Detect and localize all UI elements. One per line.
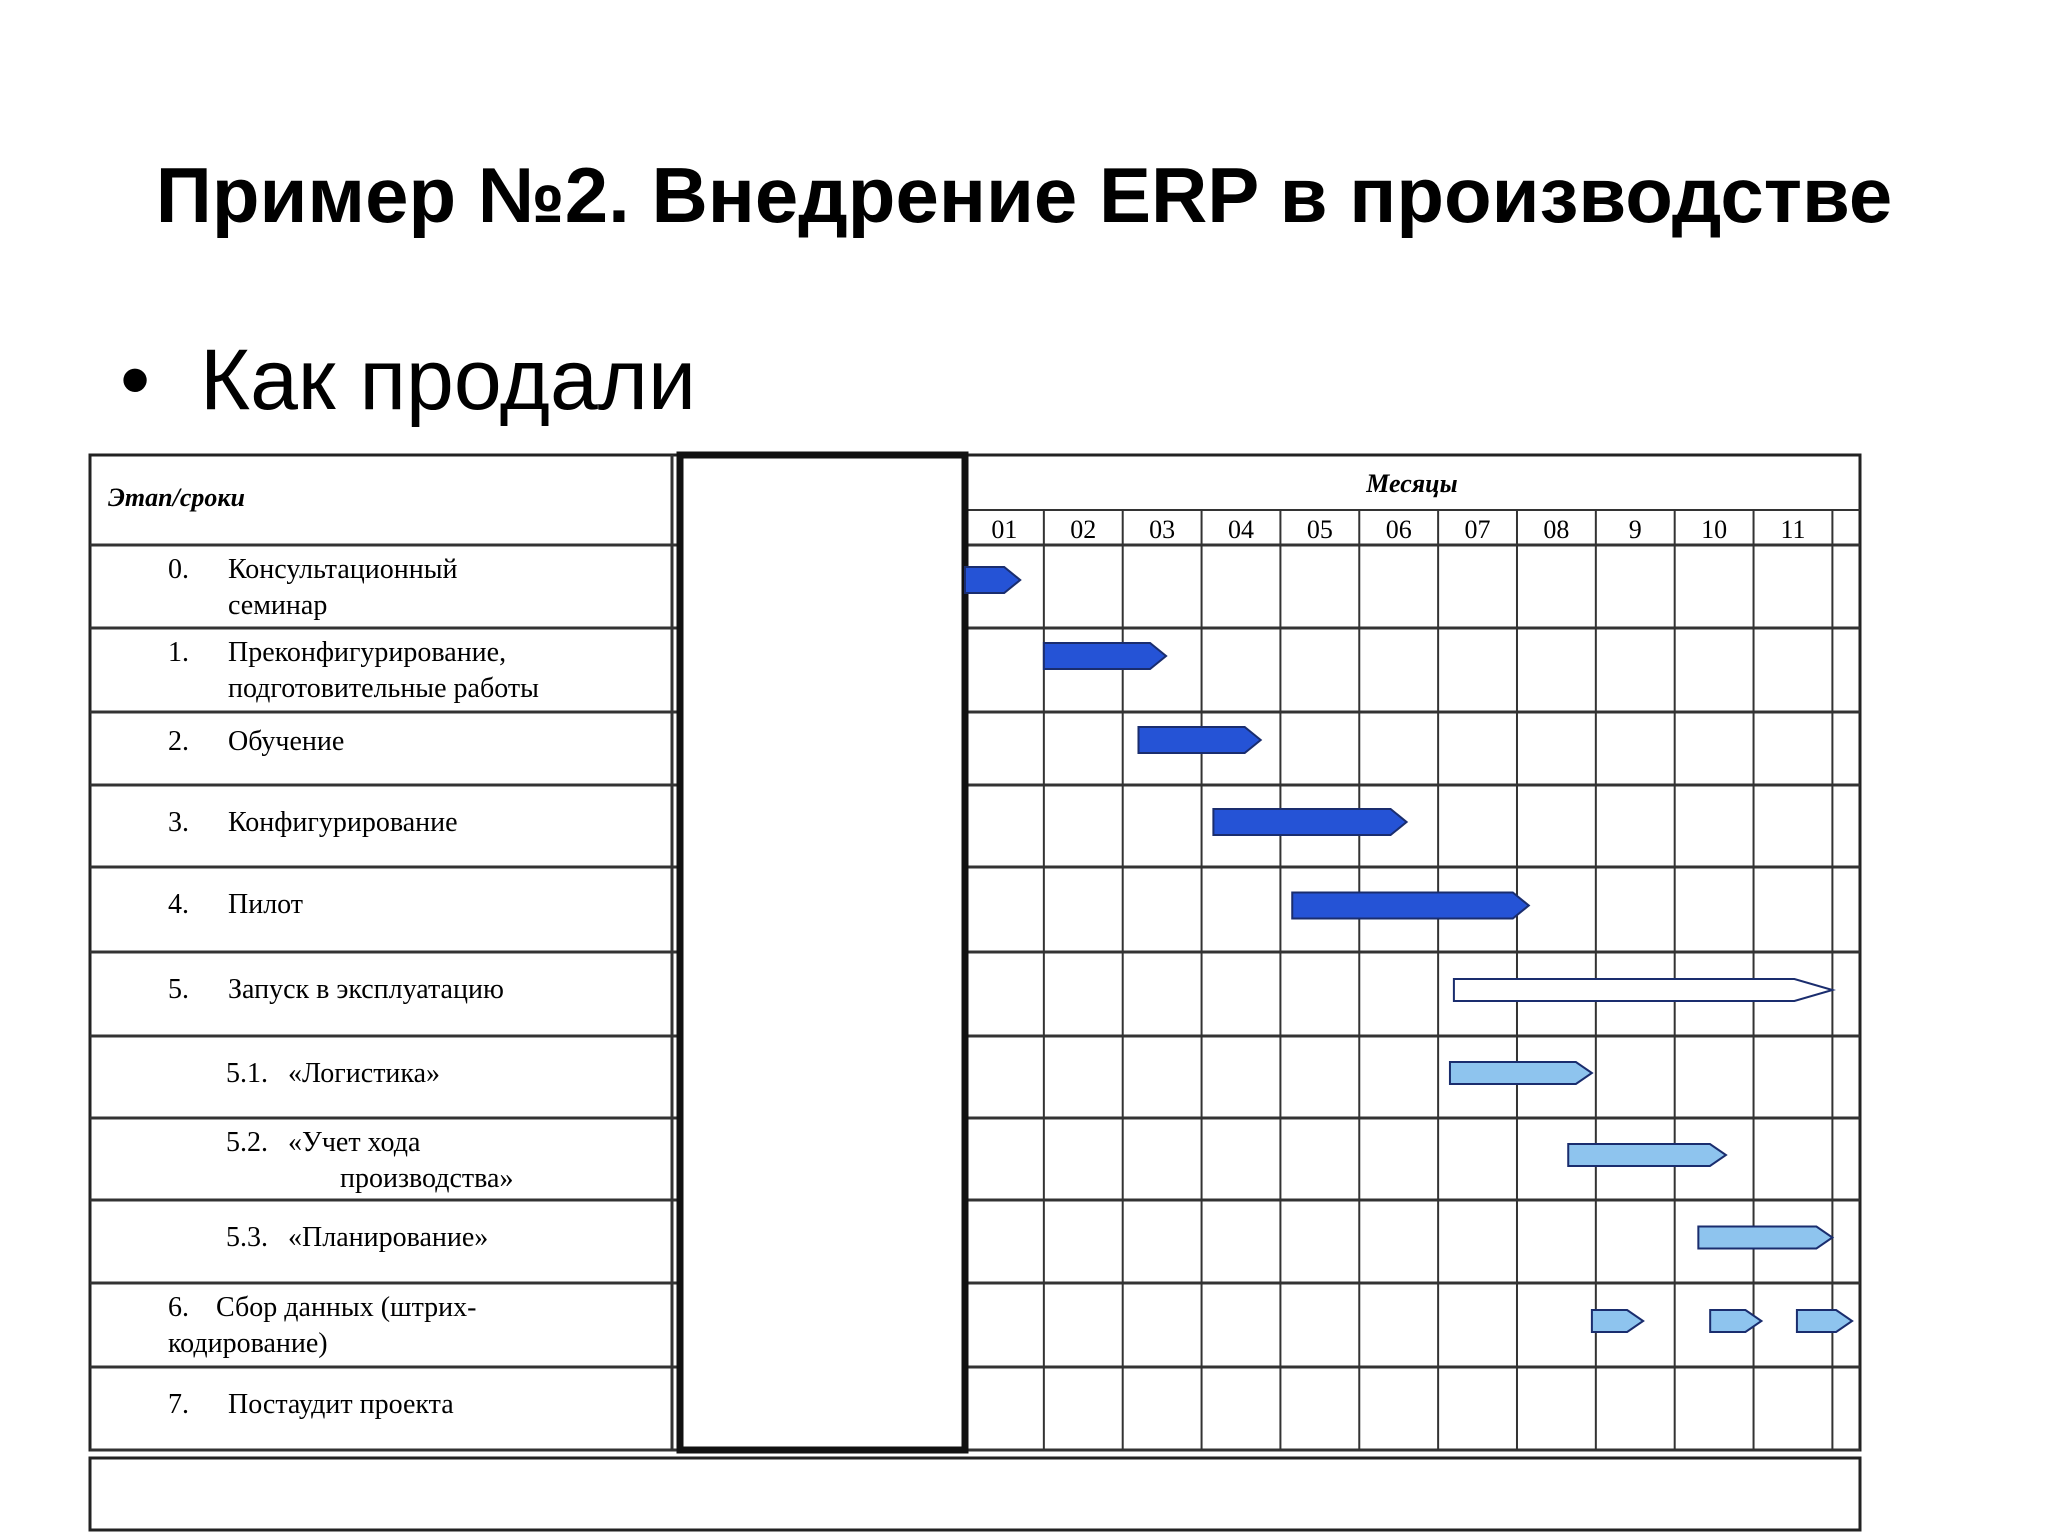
month-tick-label: 03 [1149, 515, 1176, 544]
task-label: семинар [228, 590, 328, 621]
task-number: 2. [168, 726, 189, 757]
gantt-bar [1044, 643, 1166, 669]
gantt-bar [1138, 727, 1260, 753]
gantt-bar [1698, 1227, 1832, 1249]
task-label: кодирование) [168, 1328, 328, 1359]
month-tick-label: 10 [1701, 515, 1728, 544]
task-number: 4. [168, 889, 189, 920]
footer-box [90, 1458, 1860, 1530]
task-number: 1. [168, 637, 189, 668]
task-number: 6. [168, 1292, 189, 1323]
task-label: Пилот [228, 889, 304, 920]
task-number: 5.3. [226, 1222, 268, 1253]
month-tick-label: 05 [1306, 515, 1333, 544]
task-label: производства» [340, 1163, 514, 1194]
bullet-dot: • [120, 332, 151, 428]
task-number: 5.2. [226, 1127, 268, 1158]
task-number: 3. [168, 807, 189, 838]
month-tick-label: 07 [1464, 515, 1491, 544]
gantt-bar [1213, 809, 1406, 835]
gantt-bar [1292, 893, 1529, 919]
gantt-bar [1797, 1310, 1852, 1332]
gantt-bar [1450, 1062, 1592, 1084]
task-number: 0. [168, 554, 189, 585]
task-label: подготовительные работы [228, 673, 539, 704]
task-label: «Логистика» [288, 1058, 441, 1089]
month-tick-label: 04 [1227, 515, 1254, 544]
header-months-label: Месяцы [1366, 469, 1458, 498]
task-number: 7. [168, 1389, 189, 1420]
task-label: «Планирование» [288, 1222, 489, 1253]
task-number: 5. [168, 974, 189, 1005]
task-label: Конфигурирование [228, 807, 458, 838]
gantt-bar [965, 567, 1020, 593]
month-tick-label: 9 [1628, 515, 1642, 544]
task-label: Запуск в эксплуатацию [228, 974, 504, 1005]
task-number: 5.1. [226, 1058, 268, 1089]
header-stage-label: Этап/сроки [108, 483, 246, 512]
slide-title: Пример №2. Внедрение ERP в производстве [155, 151, 1893, 239]
gantt-bar [1568, 1144, 1726, 1166]
task-label: Постаудит проекта [228, 1389, 454, 1420]
task-label: Преконфигурирование, [228, 637, 507, 668]
gantt-bar [1454, 979, 1833, 1001]
task-label: Консультационный [228, 554, 458, 585]
month-tick-label: 01 [991, 515, 1018, 544]
gantt-bar [1592, 1310, 1643, 1332]
task-label: Сбор данных (штрих- [216, 1292, 477, 1323]
month-tick-label: 02 [1070, 515, 1097, 544]
task-label: Обучение [228, 726, 345, 757]
month-tick-label: 08 [1543, 515, 1570, 544]
blank-column [680, 455, 965, 1450]
task-label: «Учет хода [288, 1127, 421, 1158]
month-tick-label: 06 [1385, 515, 1412, 544]
bullet-text: Как продали [200, 332, 697, 428]
month-tick-label: 11 [1780, 515, 1806, 544]
